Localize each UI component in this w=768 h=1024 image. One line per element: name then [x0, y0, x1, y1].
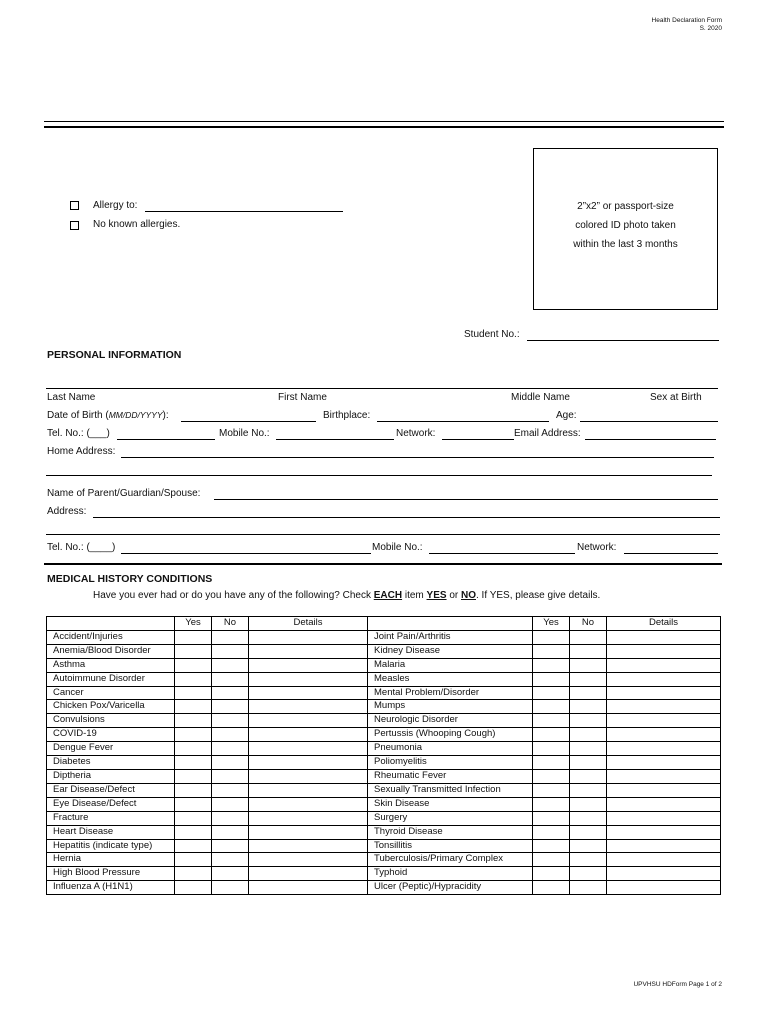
- medical-history-table: [46, 616, 721, 895]
- yes-cell[interactable]: [175, 825, 212, 839]
- guardian-tel-label: Tel. No.: (____): [47, 542, 116, 553]
- guardian-mobile-label: Mobile No.:: [372, 542, 423, 553]
- guardian-network-field[interactable]: [624, 553, 718, 554]
- details-cell[interactable]: [249, 700, 368, 714]
- no-cell[interactable]: [212, 797, 249, 811]
- photo-instructions: [533, 197, 718, 254]
- details-cell[interactable]: [607, 881, 721, 895]
- details-cell[interactable]: [249, 797, 368, 811]
- table-row: [47, 839, 721, 853]
- guardian-tel-field[interactable]: [121, 553, 371, 554]
- form-header: [652, 17, 722, 33]
- yes-cell[interactable]: [533, 811, 570, 825]
- details-cell[interactable]: [249, 672, 368, 686]
- table-row: [47, 658, 721, 672]
- form-title: Health Declaration Form: [651, 17, 722, 24]
- condition-name: Pertussis (Whooping Cough): [368, 728, 533, 742]
- details-cell[interactable]: [607, 769, 721, 783]
- yes-cell[interactable]: [533, 644, 570, 658]
- mobile-field[interactable]: [276, 439, 394, 440]
- photo-line: within the last 3 months: [573, 239, 678, 250]
- details-cell[interactable]: [607, 811, 721, 825]
- details-cell[interactable]: [249, 644, 368, 658]
- condition-name: Anemia/Blood Disorder: [47, 644, 175, 658]
- condition-name: Poliomyelitis: [368, 756, 533, 770]
- condition-name: Tonsillitis: [368, 839, 533, 853]
- yes-cell[interactable]: [175, 811, 212, 825]
- details-cell[interactable]: [607, 825, 721, 839]
- no-cell[interactable]: [570, 853, 607, 867]
- yes-cell[interactable]: [175, 839, 212, 853]
- first-name-label: First Name: [278, 392, 327, 403]
- details-cell[interactable]: [607, 672, 721, 686]
- condition-name: Mumps: [368, 700, 533, 714]
- no-cell[interactable]: [570, 867, 607, 881]
- details-cell[interactable]: [607, 658, 721, 672]
- condition-name: Accident/Injuries: [47, 630, 175, 644]
- tel-field[interactable]: [117, 439, 215, 440]
- details-cell[interactable]: [249, 686, 368, 700]
- condition-name: Malaria: [368, 658, 533, 672]
- yes-cell[interactable]: [175, 714, 212, 728]
- details-cell[interactable]: [249, 630, 368, 644]
- no-cell[interactable]: [570, 742, 607, 756]
- yes-cell[interactable]: [175, 728, 212, 742]
- condition-name: Chicken Pox/Varicella: [47, 700, 175, 714]
- table-row: [47, 728, 721, 742]
- yes-cell[interactable]: [175, 867, 212, 881]
- table-row: [47, 686, 721, 700]
- no-cell[interactable]: [570, 630, 607, 644]
- medical-instructions: Have you ever had or do you have any of the following? Check EACH item YES or NO. If YES, please give details.: [93, 590, 601, 601]
- header-rule-thin: [44, 121, 724, 122]
- yes-cell[interactable]: [533, 714, 570, 728]
- yes-cell[interactable]: [175, 783, 212, 797]
- no-cell[interactable]: [212, 714, 249, 728]
- condition-name: Convulsions: [47, 714, 175, 728]
- yes-cell[interactable]: [533, 783, 570, 797]
- details-header: Details: [249, 617, 368, 631]
- no-cell[interactable]: [212, 811, 249, 825]
- allergy-to-label: Allergy to:: [93, 200, 138, 211]
- yes-cell[interactable]: [175, 700, 212, 714]
- guardian-address-label: Address:: [47, 506, 87, 517]
- student-no-field[interactable]: [527, 340, 719, 341]
- no-cell[interactable]: [570, 825, 607, 839]
- birthplace-field[interactable]: [377, 421, 549, 422]
- no-cell[interactable]: [570, 783, 607, 797]
- table-row: [47, 853, 721, 867]
- mobile-label: Mobile No.:: [219, 428, 270, 439]
- yes-cell[interactable]: [175, 797, 212, 811]
- yes-cell[interactable]: [175, 658, 212, 672]
- email-label: Email Address:: [514, 428, 581, 439]
- name-field-line[interactable]: [46, 388, 718, 389]
- no-cell[interactable]: [212, 881, 249, 895]
- guardian-field[interactable]: [214, 499, 718, 500]
- details-cell[interactable]: [249, 756, 368, 770]
- condition-name: Typhoid: [368, 867, 533, 881]
- no-cell[interactable]: [212, 728, 249, 742]
- section-rule: [44, 563, 722, 565]
- guardian-network-label: Network:: [577, 542, 617, 553]
- yes-cell[interactable]: [175, 742, 212, 756]
- condition-name: Ulcer (Peptic)/Hypracidity: [368, 881, 533, 895]
- table-row: [47, 881, 721, 895]
- details-cell[interactable]: [249, 742, 368, 756]
- no-cell[interactable]: [570, 881, 607, 895]
- yes-cell[interactable]: [175, 881, 212, 895]
- condition-name: High Blood Pressure: [47, 867, 175, 881]
- guardian-label: Name of Parent/Guardian/Spouse:: [47, 488, 201, 499]
- no-cell[interactable]: [212, 756, 249, 770]
- medical-history-title: MEDICAL HISTORY CONDITIONS: [47, 573, 213, 585]
- network-field[interactable]: [442, 439, 514, 440]
- details-cell[interactable]: [249, 853, 368, 867]
- yes-cell[interactable]: [533, 853, 570, 867]
- guardian-address-field[interactable]: [93, 517, 720, 518]
- condition-name: Hepatitis (indicate type): [47, 839, 175, 853]
- details-cell[interactable]: [249, 769, 368, 783]
- no-cell[interactable]: [212, 672, 249, 686]
- details-cell[interactable]: [249, 881, 368, 895]
- condition-name: Rheumatic Fever: [368, 769, 533, 783]
- personal-info-title: PERSONAL INFORMATION: [47, 349, 182, 361]
- yes-cell[interactable]: [533, 797, 570, 811]
- guardian-mobile-field[interactable]: [429, 553, 575, 554]
- no-allergy-checkbox[interactable]: [70, 221, 79, 230]
- details-cell[interactable]: [249, 783, 368, 797]
- yes-cell[interactable]: [175, 756, 212, 770]
- condition-name: Eye Disease/Defect: [47, 797, 175, 811]
- yes-cell[interactable]: [175, 686, 212, 700]
- yes-cell[interactable]: [533, 867, 570, 881]
- guardian-address-field-2[interactable]: [46, 534, 720, 535]
- home-address-field-2[interactable]: [46, 475, 712, 476]
- yes-cell[interactable]: [533, 825, 570, 839]
- condition-name: COVID-19: [47, 728, 175, 742]
- table-row: [47, 797, 721, 811]
- condition-name: Influenza A (H1N1): [47, 881, 175, 895]
- yes-cell[interactable]: [175, 644, 212, 658]
- email-field[interactable]: [585, 439, 716, 440]
- no-cell[interactable]: [570, 672, 607, 686]
- no-cell[interactable]: [570, 769, 607, 783]
- condition-name: Diptheria: [47, 769, 175, 783]
- details-cell[interactable]: [249, 867, 368, 881]
- details-cell[interactable]: [607, 867, 721, 881]
- yes-header: Yes: [175, 617, 212, 631]
- no-cell[interactable]: [212, 783, 249, 797]
- yes-cell[interactable]: [533, 769, 570, 783]
- yes-cell[interactable]: [175, 672, 212, 686]
- table-row: [47, 783, 721, 797]
- details-header: Details: [607, 617, 721, 631]
- yes-cell[interactable]: [533, 742, 570, 756]
- condition-name: Kidney Disease: [368, 644, 533, 658]
- no-header: No: [570, 617, 607, 631]
- no-cell[interactable]: [212, 644, 249, 658]
- details-cell[interactable]: [607, 756, 721, 770]
- details-cell[interactable]: [607, 644, 721, 658]
- yes-cell[interactable]: [533, 700, 570, 714]
- home-address-label: Home Address:: [47, 446, 116, 457]
- dob-field[interactable]: [181, 421, 316, 422]
- photo-line: colored ID photo taken: [575, 220, 676, 231]
- age-label: Age:: [556, 410, 577, 421]
- details-cell[interactable]: [249, 811, 368, 825]
- table-row: [47, 644, 721, 658]
- table-row: [47, 769, 721, 783]
- table-row: [47, 714, 721, 728]
- condition-name: Dengue Fever: [47, 742, 175, 756]
- table-row: [47, 742, 721, 756]
- tel-label: Tel. No.: (___): [47, 428, 110, 439]
- condition-name: Joint Pain/Arthritis: [368, 630, 533, 644]
- details-cell[interactable]: [249, 825, 368, 839]
- yes-cell[interactable]: [533, 881, 570, 895]
- details-cell[interactable]: [249, 728, 368, 742]
- table-row: [47, 811, 721, 825]
- no-cell[interactable]: [212, 658, 249, 672]
- table-header-row: [47, 617, 721, 631]
- details-cell[interactable]: [607, 700, 721, 714]
- details-cell[interactable]: [249, 714, 368, 728]
- no-cell[interactable]: [570, 714, 607, 728]
- condition-header: [368, 617, 533, 631]
- no-cell[interactable]: [212, 700, 249, 714]
- yes-cell[interactable]: [533, 658, 570, 672]
- yes-cell[interactable]: [533, 756, 570, 770]
- details-cell[interactable]: [607, 839, 721, 853]
- condition-name: Tuberculosis/Primary Complex: [368, 853, 533, 867]
- details-cell[interactable]: [249, 839, 368, 853]
- yes-cell[interactable]: [533, 686, 570, 700]
- no-allergy-label: No known allergies.: [93, 219, 181, 230]
- condition-name: Heart Disease: [47, 825, 175, 839]
- no-cell[interactable]: [570, 644, 607, 658]
- no-cell[interactable]: [570, 756, 607, 770]
- table-row: [47, 672, 721, 686]
- no-cell[interactable]: [212, 630, 249, 644]
- yes-cell[interactable]: [533, 630, 570, 644]
- yes-cell[interactable]: [533, 672, 570, 686]
- condition-name: Asthma: [47, 658, 175, 672]
- no-cell[interactable]: [570, 700, 607, 714]
- no-cell[interactable]: [570, 839, 607, 853]
- condition-name: Surgery: [368, 811, 533, 825]
- condition-name: Skin Disease: [368, 797, 533, 811]
- no-cell[interactable]: [212, 825, 249, 839]
- details-cell[interactable]: [607, 714, 721, 728]
- no-cell[interactable]: [212, 769, 249, 783]
- no-cell[interactable]: [570, 658, 607, 672]
- table-row: [47, 825, 721, 839]
- yes-cell[interactable]: [175, 769, 212, 783]
- details-cell[interactable]: [607, 853, 721, 867]
- table-row: [47, 700, 721, 714]
- dob-label: Date of Birth (MM/DD/YYYY):: [47, 410, 169, 421]
- condition-name: Thyroid Disease: [368, 825, 533, 839]
- details-cell[interactable]: [607, 742, 721, 756]
- birthplace-label: Birthplace:: [323, 410, 371, 421]
- condition-name: Measles: [368, 672, 533, 686]
- yes-header: Yes: [533, 617, 570, 631]
- details-cell[interactable]: [607, 686, 721, 700]
- no-cell[interactable]: [212, 686, 249, 700]
- condition-name: Autoimmune Disorder: [47, 672, 175, 686]
- condition-name: Mental Problem/Disorder: [368, 686, 533, 700]
- network-label: Network:: [396, 428, 436, 439]
- header-rule-thick: [44, 126, 724, 128]
- no-cell[interactable]: [570, 797, 607, 811]
- no-cell[interactable]: [212, 742, 249, 756]
- table-row: [47, 867, 721, 881]
- no-cell[interactable]: [570, 686, 607, 700]
- details-cell[interactable]: [607, 630, 721, 644]
- sex-at-birth-label: Sex at Birth: [650, 392, 702, 403]
- condition-name: Cancer: [47, 686, 175, 700]
- details-cell[interactable]: [607, 783, 721, 797]
- no-cell[interactable]: [212, 867, 249, 881]
- condition-header: [47, 617, 175, 631]
- details-cell[interactable]: [249, 658, 368, 672]
- dob-format: MM/DD/YYYY: [108, 410, 163, 420]
- yes-cell[interactable]: [533, 839, 570, 853]
- page-footer: UPVHSU HDForm Page 1 of 2: [633, 981, 722, 988]
- no-cell[interactable]: [212, 853, 249, 867]
- middle-name-label: Middle Name: [511, 392, 570, 403]
- photo-line: 2”x2” or passport-size: [577, 201, 674, 212]
- yes-cell[interactable]: [175, 630, 212, 644]
- student-no-label: Student No.:: [464, 329, 520, 340]
- details-cell[interactable]: [607, 728, 721, 742]
- no-cell[interactable]: [570, 811, 607, 825]
- age-field[interactable]: [580, 421, 718, 422]
- form-series: S. 2020: [699, 25, 722, 32]
- yes-cell[interactable]: [533, 728, 570, 742]
- condition-name: Pneumonia: [368, 742, 533, 756]
- condition-name: Neurologic Disorder: [368, 714, 533, 728]
- last-name-label: Last Name: [47, 392, 96, 403]
- allergy-checkbox[interactable]: [70, 201, 79, 210]
- medical-table-body: [47, 630, 721, 894]
- allergy-field[interactable]: [145, 211, 343, 212]
- condition-name: Ear Disease/Defect: [47, 783, 175, 797]
- no-cell[interactable]: [212, 839, 249, 853]
- table-row: [47, 630, 721, 644]
- details-cell[interactable]: [607, 797, 721, 811]
- no-header: No: [212, 617, 249, 631]
- condition-name: Hernia: [47, 853, 175, 867]
- condition-name: Diabetes: [47, 756, 175, 770]
- no-cell[interactable]: [570, 728, 607, 742]
- table-row: [47, 756, 721, 770]
- condition-name: Sexually Transmitted Infection: [368, 783, 533, 797]
- home-address-field[interactable]: [121, 457, 714, 458]
- condition-name: Fracture: [47, 811, 175, 825]
- yes-cell[interactable]: [175, 853, 212, 867]
